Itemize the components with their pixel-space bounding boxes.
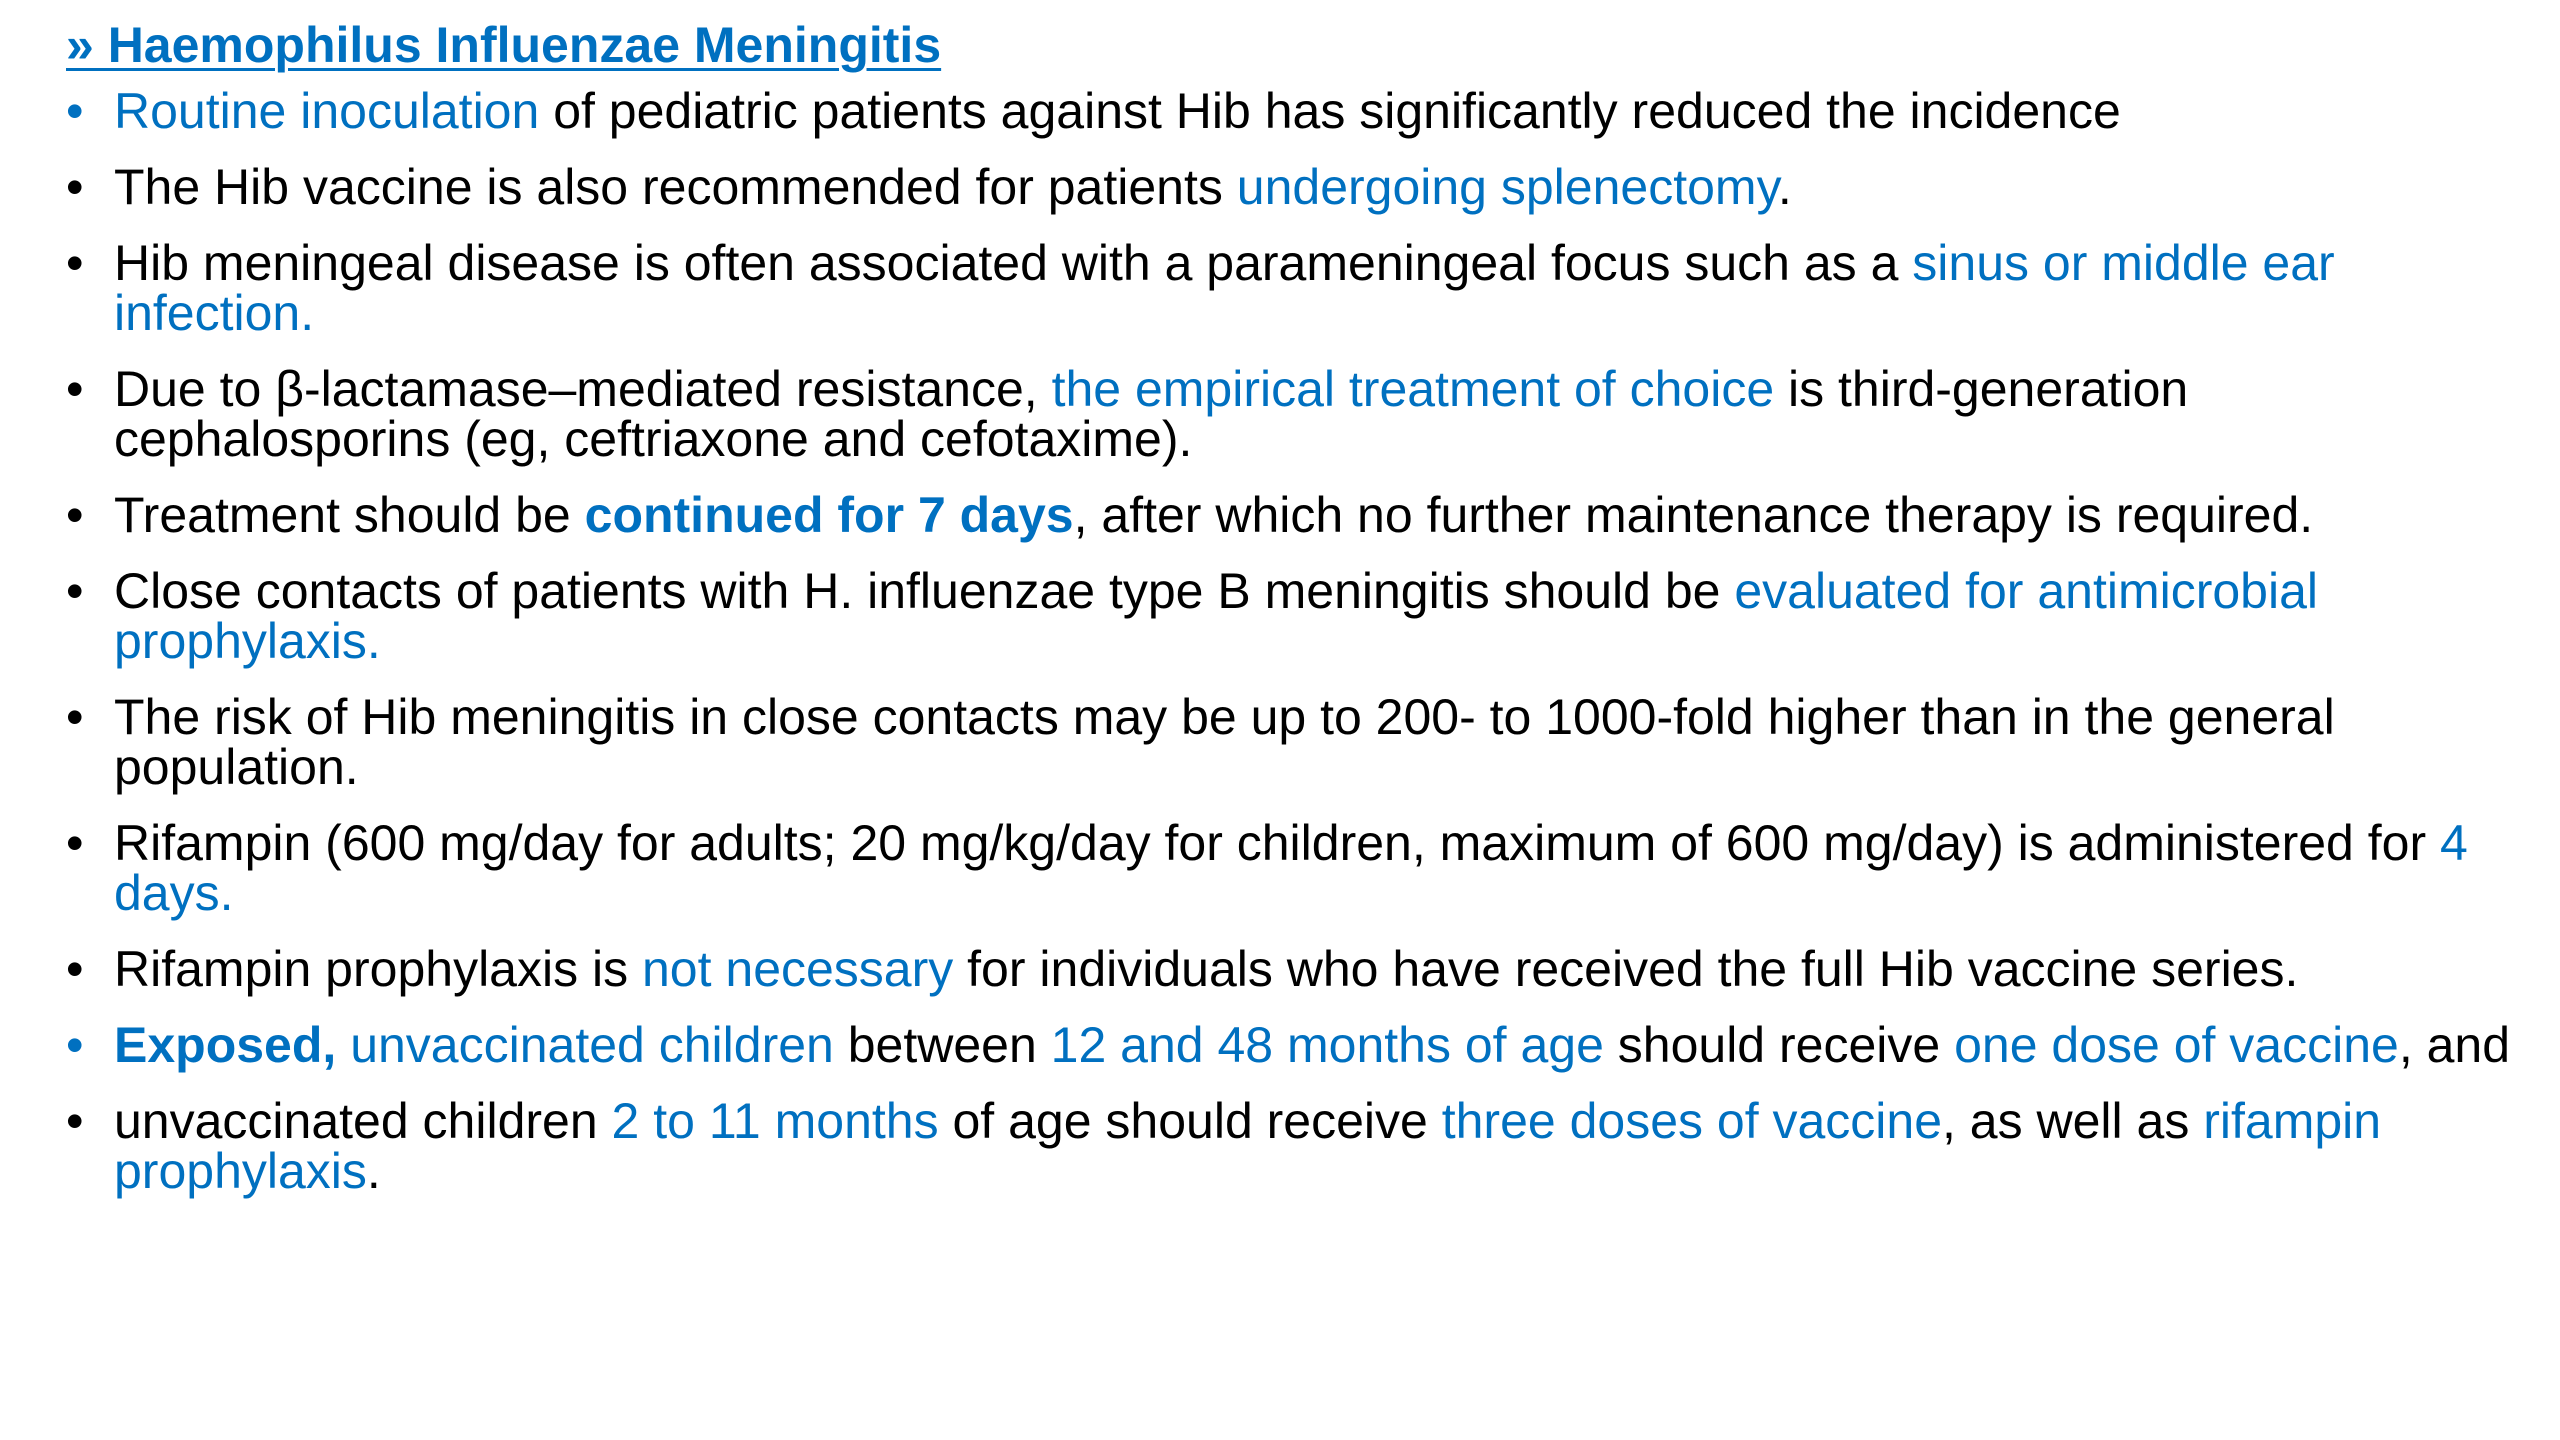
body-text: The Hib vaccine is also recommended for patients xyxy=(114,159,1237,215)
body-text: The risk of Hib meningitis in close contacts may be up to 200- to 1000-fold higher than in the general population. xyxy=(114,689,2335,795)
highlighted-text: sinus or middle ear infection. xyxy=(114,235,2335,341)
highlighted-text: one dose of vaccine xyxy=(1954,1017,2399,1073)
bullet-point-icon: • xyxy=(66,159,84,215)
highlighted-text: the empirical treatment of choice xyxy=(1051,361,1775,417)
bullet-item xyxy=(66,689,2520,795)
highlighted-text: 12 and 48 months of age xyxy=(1050,1017,1604,1073)
bullet-point-icon: • xyxy=(66,83,84,139)
bullet-point-icon: • xyxy=(66,487,84,543)
bullet-point-icon: • xyxy=(66,235,84,291)
bullet-item xyxy=(66,1017,2520,1073)
body-text: unvaccinated children xyxy=(114,1093,612,1149)
bullet-item xyxy=(66,235,2520,341)
bullet-point-icon: • xyxy=(66,689,84,745)
bullet-point-icon: • xyxy=(66,563,84,619)
body-text: is third-generation cephalosporins (eg, ceftriaxone and cefotaxime). xyxy=(114,361,2189,467)
bullet-item xyxy=(66,487,2520,543)
highlighted-text: 4 days. xyxy=(114,815,2468,921)
body-text: Due to β-lactamase–mediated resistance, xyxy=(114,361,1052,417)
bullet-item xyxy=(66,83,2520,139)
bullet-list xyxy=(66,83,2520,1199)
body-text: . xyxy=(1777,159,1792,215)
body-text: , as well as xyxy=(1942,1093,2204,1149)
body-text: should receive xyxy=(1603,1017,1955,1073)
highlighted-text: undergoing splenectomy xyxy=(1236,159,1778,215)
body-text: Rifampin prophylaxis is xyxy=(114,941,642,997)
bullet-item xyxy=(66,563,2520,669)
bullet-item xyxy=(66,361,2520,467)
highlighted-text: three doses of vaccine xyxy=(1441,1093,1943,1149)
highlighted-text: evaluated for antimicrobial prophylaxis. xyxy=(114,563,2318,669)
highlighted-text: not necessary xyxy=(641,941,954,997)
bullet-point-icon: • xyxy=(66,941,84,997)
body-text: , and xyxy=(2398,1017,2511,1073)
bullet-item xyxy=(66,815,2520,921)
body-text: between xyxy=(833,1017,1051,1073)
bullet-item xyxy=(66,159,2520,215)
bullet-item xyxy=(66,1093,2520,1199)
highlighted-text: unvaccinated children xyxy=(336,1017,834,1073)
bullet-point-icon: • xyxy=(66,361,84,417)
highlighted-text: 2 to 11 months xyxy=(611,1093,939,1149)
body-text: , after which no further maintenance therapy is required. xyxy=(1073,487,2314,543)
body-text: for individuals who have received the full Hib vaccine series. xyxy=(953,941,2299,997)
bullet-item xyxy=(66,941,2520,997)
highlighted-text: continued for 7 days xyxy=(584,487,1074,543)
body-text: Rifampin (600 mg/day for adults; 20 mg/kg/day for children, maximum of 600 mg/day) is administered for xyxy=(114,815,2441,871)
slide-title: » Haemophilus Influenzae Meningitis xyxy=(66,17,942,73)
body-text: Close contacts of patients with H. influenzae type B meningitis should be xyxy=(114,563,1735,619)
body-text: Hib meningeal disease is often associated with a parameningeal focus such as a xyxy=(114,235,1913,291)
highlighted-text: Routine inoculation xyxy=(114,83,540,139)
bullet-point-icon: • xyxy=(66,815,84,871)
bullet-point-icon: • xyxy=(66,1093,84,1149)
body-text: Treatment should be xyxy=(114,487,585,543)
bullet-point-icon: • xyxy=(66,1017,84,1073)
highlighted-text: rifampin prophylaxis xyxy=(114,1093,2382,1199)
body-text: . xyxy=(366,1143,381,1199)
body-text: of age should receive xyxy=(938,1093,1442,1149)
highlighted-text: Exposed, xyxy=(114,1017,337,1073)
body-text: of pediatric patients against Hib has significantly reduced the incidence xyxy=(539,83,2121,139)
